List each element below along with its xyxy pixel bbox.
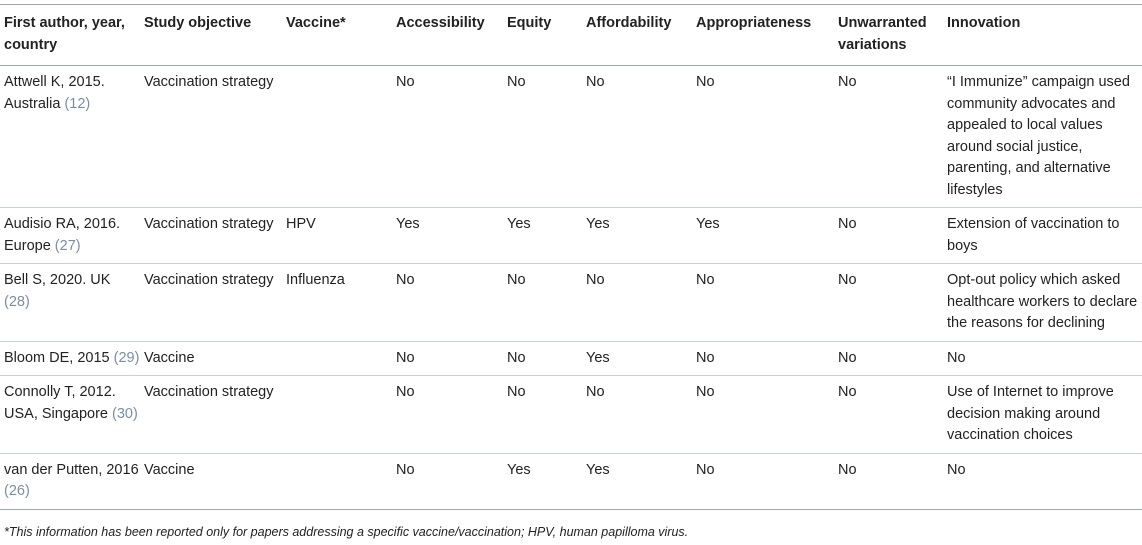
cell-unwarranted: No xyxy=(834,453,943,509)
cell-accessibility: No xyxy=(392,264,503,342)
cell-vaccine: HPV xyxy=(282,208,392,264)
cell-unwarranted: No xyxy=(834,341,943,376)
table-row xyxy=(0,264,1142,342)
cell-vaccine xyxy=(282,376,392,454)
cell-accessibility: No xyxy=(392,341,503,376)
table-row xyxy=(0,208,1142,264)
reference-link[interactable]: (27) xyxy=(54,237,81,254)
table-row xyxy=(0,341,1142,376)
cell-objective: Vaccination strategy xyxy=(140,208,282,264)
header-innovation: Innovation xyxy=(943,5,1142,66)
cell-appropriateness: No xyxy=(692,66,834,208)
cell-affordability: No xyxy=(582,376,692,454)
header-objective: Study objective xyxy=(140,5,282,66)
cell-author: Attwell K, 2015. Australia (12) xyxy=(0,66,140,208)
table-row xyxy=(0,453,1142,509)
cell-equity: Yes xyxy=(503,208,582,264)
cell-author: Audisio RA, 2016. Europe (27) xyxy=(0,208,140,264)
header-author: First author, year, country xyxy=(0,5,140,66)
table-row xyxy=(0,66,1142,208)
table-footnote: *This information has been reported only for papers addressing a specific vaccine/vaccination; HPV, human papilloma virus. xyxy=(4,525,689,539)
cell-vaccine: Influenza xyxy=(282,264,392,342)
cell-affordability: No xyxy=(582,66,692,208)
cell-innovation: Extension of vaccination to boys xyxy=(943,208,1142,264)
reference-link[interactable]: (29) xyxy=(113,349,140,366)
cell-author: Bell S, 2020. UK (28) xyxy=(0,264,140,342)
cell-author: van der Putten, 2016 (26) xyxy=(0,453,140,509)
results-table xyxy=(0,4,1142,510)
header-appropriateness: Appropriateness xyxy=(692,5,834,66)
reference-link[interactable]: (26) xyxy=(4,483,30,499)
header-row xyxy=(0,5,1142,66)
cell-innovation: Use of Internet to improve decision making around vaccination choices xyxy=(943,376,1142,454)
header-affordability: Affordability xyxy=(582,5,692,66)
cell-affordability: Yes xyxy=(582,208,692,264)
cell-innovation: Opt-out policy which asked healthcare workers to declare the reasons for declining xyxy=(943,264,1142,342)
cell-objective: Vaccine xyxy=(140,341,282,376)
cell-accessibility: No xyxy=(392,66,503,208)
cell-appropriateness: No xyxy=(692,376,834,454)
reference-link[interactable]: (28) xyxy=(4,293,30,310)
cell-appropriateness: No xyxy=(692,264,834,342)
cell-unwarranted: No xyxy=(834,208,943,264)
cell-vaccine xyxy=(282,66,392,208)
cell-affordability: No xyxy=(582,264,692,342)
cell-unwarranted: No xyxy=(834,264,943,342)
cell-author: Bloom DE, 2015 (29) xyxy=(0,341,140,376)
cell-objective: Vaccine xyxy=(140,453,282,509)
cell-innovation: No xyxy=(943,453,1142,509)
cell-appropriateness: No xyxy=(692,453,834,509)
cell-objective: Vaccination strategy xyxy=(140,264,282,342)
cell-unwarranted: No xyxy=(834,66,943,208)
cell-appropriateness: No xyxy=(692,341,834,376)
header-unwarranted: Unwarranted variations xyxy=(834,5,943,66)
cell-vaccine xyxy=(282,453,392,509)
cell-equity: No xyxy=(503,264,582,342)
cell-innovation: “I Immunize” campaign used community advocates and appealed to local values around social justice, parenting, and alternative lifestyles xyxy=(943,66,1142,208)
cell-unwarranted: No xyxy=(834,376,943,454)
reference-link[interactable]: (30) xyxy=(112,405,138,422)
cell-appropriateness: Yes xyxy=(692,208,834,264)
cell-equity: Yes xyxy=(503,453,582,509)
cell-vaccine xyxy=(282,341,392,376)
cell-affordability: Yes xyxy=(582,453,692,509)
cell-author: Connolly T, 2012. USA, Singapore (30) xyxy=(0,376,140,454)
cell-objective: Vaccination strategy xyxy=(140,376,282,454)
cell-accessibility: No xyxy=(392,376,503,454)
header-vaccine: Vaccine* xyxy=(282,5,392,66)
cell-accessibility: No xyxy=(392,453,503,509)
cell-accessibility: Yes xyxy=(392,208,503,264)
cell-equity: No xyxy=(503,66,582,208)
cell-equity: No xyxy=(503,376,582,454)
reference-link[interactable]: (12) xyxy=(64,95,91,112)
cell-objective: Vaccination strategy xyxy=(140,66,282,208)
cell-innovation: No xyxy=(943,341,1142,376)
header-equity: Equity xyxy=(503,5,582,66)
table-row xyxy=(0,376,1142,454)
cell-equity: No xyxy=(503,341,582,376)
cell-affordability: Yes xyxy=(582,341,692,376)
header-accessibility: Accessibility xyxy=(392,5,503,66)
